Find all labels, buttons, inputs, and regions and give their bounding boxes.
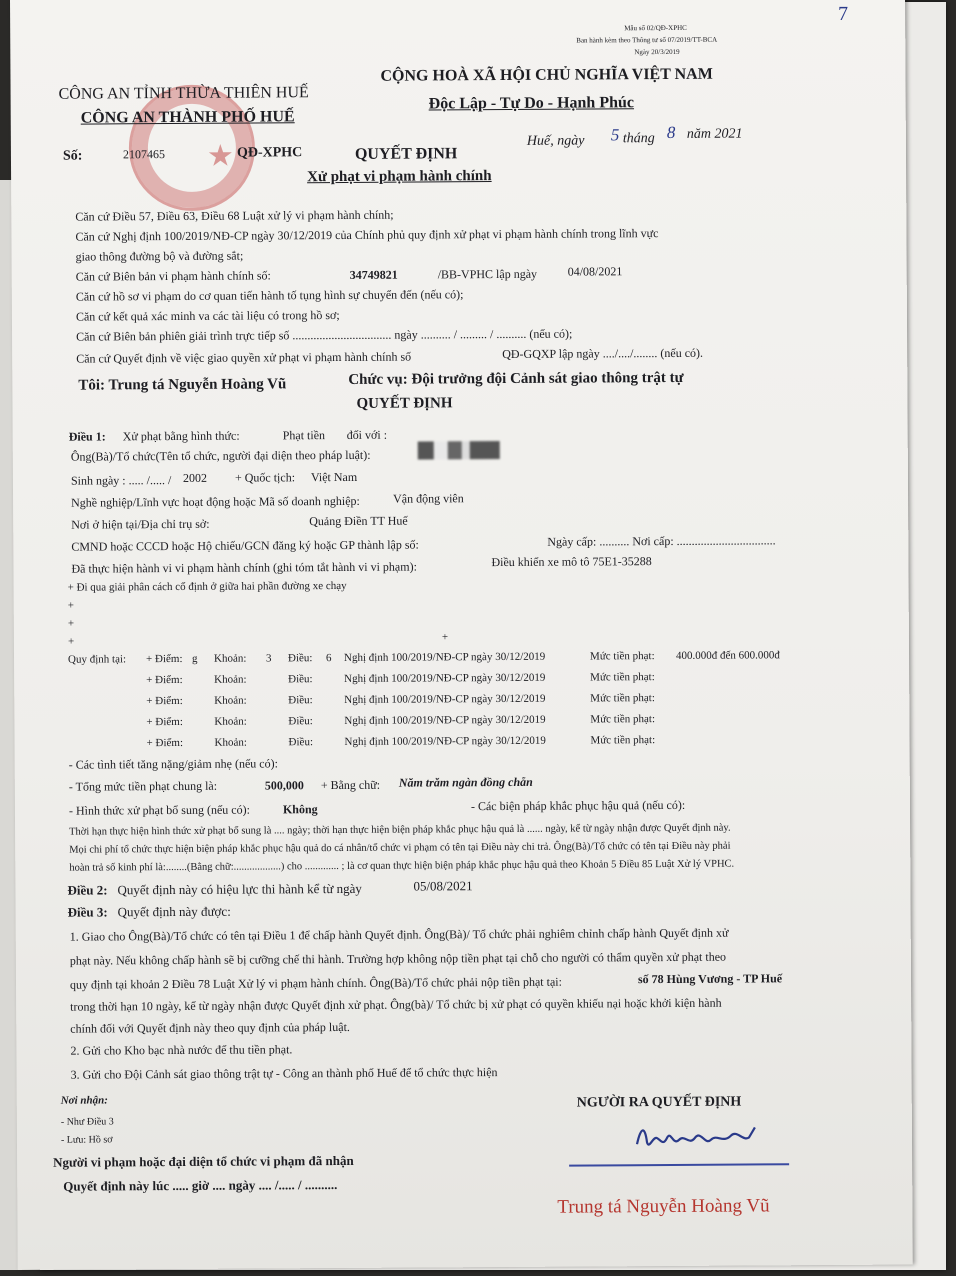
- vehicle-violation: Điều khiển xe mô tô 75E1-35288: [491, 554, 652, 570]
- recipient-2: - Lưu: Hồ sơ: [60, 1134, 113, 1146]
- document-title: QUYẾT ĐỊNH: [354, 145, 458, 163]
- reg-khoan-l-3: Khoản:: [214, 694, 247, 707]
- deadline-text: Thời hạn thực hiện hình thức xử phạt bổ sung là .... ngày; thời hạn thực hiện biện pháp khắc phục hậu quả là ...... ngày, kể từ ngày nhận được Quyết định này.: [69, 822, 731, 838]
- reg-diem-1: g: [191, 652, 198, 665]
- reg-dieu-l-1: Điều:: [287, 652, 313, 665]
- total-amount: 500,000: [264, 778, 304, 793]
- dob-label: Sinh ngày : ..... /..... /: [70, 473, 172, 488]
- article3-line2: phạt này. Nếu không chấp hành sẽ bị cưỡng chế thi hành. Trường hợp không nộp tiền phạt tại chỗ cho người có thẩm quyền xử phạt theo: [69, 949, 727, 968]
- words-label: + Bằng chữ:: [320, 777, 381, 793]
- record-suffix: /BB-VPHC lập ngày: [437, 266, 538, 282]
- date-month: 8: [666, 122, 676, 142]
- number-label: Số:: [62, 148, 83, 164]
- article2-label: Điều 2:: [67, 882, 108, 898]
- record-number: 34749821: [349, 267, 398, 282]
- total-label: - Tổng mức tiền phạt chung là:: [68, 778, 218, 794]
- aggravating-label: - Các tình tiết tăng nặng/giảm nhẹ (nếu có):: [68, 756, 278, 772]
- reg-dieu-l-5: Điều:: [288, 736, 314, 749]
- reg-dieu-1: 6: [325, 652, 332, 665]
- violation-label: Đã thực hiện hành vi vi phạm hành chính (ghi tóm tắt hành vi vi phạm):: [71, 559, 417, 576]
- reg-nd-2: Nghị định 100/2019/NĐ-CP ngày 30/12/2019: [344, 671, 546, 685]
- reg-dieu-l-2: Điều:: [288, 673, 313, 686]
- dob-year: 2002: [182, 470, 207, 485]
- country-name: CỘNG HOÀ XÃ HỘI CHỦ NGHĨA VIỆT NAM: [380, 65, 713, 85]
- decision-document: [10, 0, 913, 1270]
- signer-name: Trung tá Nguyễn Hoàng Vũ: [557, 1195, 770, 1218]
- reg-diem-l-5: + Điểm:: [146, 736, 184, 750]
- form-circular: Ban hành kèm theo Thông tư số 07/2019/TT-BCA: [576, 35, 718, 45]
- date-day: 5: [610, 125, 620, 145]
- place-date: Huế, ngày: [526, 133, 585, 149]
- receipt-line1: Người vi phạm hoặc đại diện tổ chức vi phạm đã nhận: [53, 1152, 354, 1170]
- basis-explanation: Căn cứ Biên bản phiên giải trình trực tiếp số ................................. ngày .......... / ......... / .......... (nếu có);: [76, 326, 573, 344]
- document-subtitle: Xử phạt vi phạm hành chính: [307, 168, 492, 186]
- reg-fine-l-2: Mức tiền phạt:: [590, 671, 655, 684]
- basis-delegation: Căn cứ Quyết định về việc giao quyền xử phạt vi phạm hành chính số: [76, 349, 412, 366]
- reg-fine-1: 400.000đ đến 600.000đ: [675, 649, 780, 662]
- reg-nd-4: Nghị định 100/2019/NĐ-CP ngày 30/12/2019: [344, 713, 546, 727]
- form-date: Ngày 20/3/2019: [634, 47, 680, 57]
- agency-province: CÔNG AN TỈNH THỪA THIÊN HUẾ: [58, 84, 309, 103]
- article2-text: Quyết định này có hiệu lực thi hành kể từ ngày: [117, 880, 362, 898]
- effective-date: 05/08/2021: [413, 878, 473, 894]
- agency-city: CÔNG AN THÀNH PHỐ HUẾ: [80, 108, 295, 127]
- address: Quảng Điền TT Huế: [309, 513, 408, 529]
- violation-item-4: +: [67, 635, 75, 648]
- cost-text: Mọi chi phí tổ chức thực hiện biện pháp khắc phục hậu quả do cá nhân/tổ chức vi phạm có tên tại Điều này chi trả. Ông(Bà)/Tổ chức có tên tại Điều này phải: [69, 840, 731, 856]
- basis-criminal-file: Căn cứ hồ sơ vi phạm do cơ quan tiến hành tố tụng hình sự chuyển đến (nếu có);: [75, 287, 464, 304]
- article3-label: Điều 3:: [67, 904, 108, 920]
- person-label: Ông(Bà)/Tổ chức(Tên tổ chức, người đại diện theo pháp luật):: [70, 447, 371, 464]
- signer-title: NGƯỜI RA QUYẾT ĐỊNH: [576, 1094, 742, 1111]
- reg-khoan-l-4: Khoản:: [214, 715, 247, 728]
- job-label: Nghề nghiệp/Lĩnh vực hoạt động hoặc Mã số doanh nghiệp:: [71, 493, 360, 510]
- record-date: 04/08/2021: [567, 264, 623, 279]
- regs-label: Quy định tại:: [67, 653, 127, 666]
- address-label: Nơi ở hiện tại/Địa chỉ trụ sở:: [71, 516, 210, 532]
- penalty-form: Phạt tiền: [282, 428, 326, 443]
- reg-diem-l-1: + Điểm:: [145, 652, 183, 666]
- payment-place: số 78 Hùng Vương - TP Huế: [637, 971, 783, 987]
- extra-penalty-label: - Hình thức xử phạt bổ sung (nếu có):: [68, 802, 250, 818]
- officer-position: Chức vụ: Đội trưởng đội Cảnh sát giao thông trật tự: [348, 369, 684, 388]
- recipient-1: - Như Điều 3: [60, 1116, 114, 1128]
- decision-number-suffix: QĐ-XPHC: [236, 145, 303, 161]
- national-motto: Độc Lập - Tự Do - Hạnh Phúc: [428, 94, 635, 113]
- signature-icon: [627, 1115, 777, 1156]
- article3-line5: chính đối với Quyết định này theo quy định của pháp luật.: [70, 1019, 350, 1036]
- redacted-name: [418, 441, 500, 460]
- article3-line7: 3. Gửi cho Đội Cảnh sát giao thông trật tự - Công an thành phố Huế để tổ chức thực hiện: [70, 1065, 498, 1082]
- penalty-against: đối với :: [346, 427, 388, 442]
- reg-nd-5: Nghị định 100/2019/NĐ-CP ngày 30/12/2019: [344, 734, 546, 748]
- reg-khoan-l-1: Khoản:: [213, 652, 247, 665]
- recipients-label: Nơi nhận:: [60, 1094, 108, 1107]
- remedy-label: - Các biện pháp khắc phục hậu quả (nếu có):: [470, 797, 686, 814]
- reg-diem-l-4: + Điểm:: [146, 715, 183, 729]
- basis-record-label: Căn cứ Biên bản vi phạm hành chính số:: [75, 268, 271, 284]
- decision-heading: QUYẾT ĐỊNH: [356, 395, 453, 412]
- reg-nd-1: Nghị định 100/2019/NĐ-CP ngày 30/12/2019: [343, 650, 546, 664]
- reg-fine-l-5: Mức tiền phạt:: [590, 734, 656, 747]
- officer-name: Tôi: Trung tá Nguyễn Hoàng Vũ: [78, 376, 287, 394]
- extra-penalty: Không: [282, 802, 318, 817]
- decision-number: 2107465: [122, 147, 165, 162]
- nationality-label: + Quốc tịch:: [234, 470, 296, 485]
- article3-line1: 1. Giao cho Ông(Bà)/Tổ chức có tên tại Điều 1 để chấp hành Quyết định. Ông(Bà)/ Tổ chức phải nghiêm chỉnh chấp hành Quyết định xử: [69, 925, 729, 944]
- basis-verification: Căn cứ kết quả xác minh va các tài liệu có trong hồ sơ;: [75, 307, 340, 324]
- id-label: CMND hoặc CCCD hoặc Hộ chiếu/GCN đăng ký hoặc GP thành lập số:: [71, 537, 419, 554]
- violation-item-2: +: [67, 599, 74, 612]
- basis-decree-cont: giao thông đường bộ và đường sắt;: [75, 248, 244, 264]
- violation-item-5: +: [441, 631, 449, 644]
- article1-text: Xử phạt bằng hình thức:: [122, 428, 240, 444]
- date-year: năm 2021: [686, 126, 743, 142]
- article3-line4: trong thời hạn 10 ngày, kể từ ngày nhận được Quyết định xử phạt. Ông(bà)/ Tổ chức bị xử phạt có quyền khiếu nại hoặc khởi kiện hành: [70, 995, 722, 1014]
- reg-nd-3: Nghị định 100/2019/NĐ-CP ngày 30/12/2019: [344, 692, 546, 706]
- reg-khoan-l-2: Khoản:: [214, 673, 247, 686]
- receipt-line2: Quyết định này lúc ..... giờ .... ngày .... /..... / ..........: [63, 1177, 338, 1194]
- reg-fine-l-4: Mức tiền phạt:: [590, 713, 656, 726]
- form-code: Mẫu số 02/QĐ-XPHC: [624, 23, 687, 33]
- month-label: tháng: [622, 131, 655, 147]
- reg-dieu-l-3: Điều:: [288, 694, 313, 707]
- reg-khoan-1: 3: [265, 652, 272, 665]
- article3-line3: quy định tại khoản 2 Điều 78 Luật Xử lý vi phạm hành chính. Ông(Bà)/Tổ chức phải nộp tiền phạt tại:: [69, 974, 562, 992]
- amount-in-words: Năm trăm ngàn đồng chẵn: [398, 774, 533, 790]
- reg-khoan-l-5: Khoản:: [214, 736, 247, 749]
- violation-item-3: +: [67, 617, 75, 630]
- nationality: Việt Nam: [310, 469, 358, 485]
- reg-diem-l-2: + Điểm:: [146, 673, 183, 687]
- refund-text: hoàn trả số kinh phí là:........(Bằng chữ:..................) cho ............. ; là cơ quan thực hiện biện pháp khắc phục hậu quả theo Khoản 5 Điều 85 Luật Xử lý VPHC.: [69, 858, 735, 874]
- article3-line6: 2. Gửi cho Kho bạc nhà nước để thu tiền phạt.: [70, 1042, 293, 1058]
- reg-diem-l-3: + Điểm:: [146, 694, 183, 708]
- article1-label: Điều 1:: [68, 429, 106, 444]
- page-number-mark: 7: [838, 2, 849, 25]
- violation-item-1: + Đi qua giải phân cách cố định ở giữa hai phần đường xe chạy: [67, 579, 347, 594]
- job: Vận động viên: [393, 491, 464, 506]
- basis-law: Căn cứ Điều 57, Điều 63, Điều 68 Luật xử lý vi phạm hành chính;: [75, 207, 394, 224]
- signature-line: [569, 1163, 789, 1166]
- reg-fine-l-1: Mức tiền phạt:: [589, 650, 655, 663]
- reg-dieu-l-4: Điều:: [288, 715, 313, 728]
- issue-info: Ngày cấp: .......... Nơi cấp: .................................: [547, 533, 776, 549]
- article3-text: Quyết định này được:: [117, 903, 231, 920]
- reg-fine-l-3: Mức tiền phạt:: [590, 692, 655, 705]
- basis-delegation-cont: QĐ-GQXP lập ngày ..../..../........ (nếu có).: [502, 345, 704, 361]
- basis-decree: Căn cứ Nghị định 100/2019/NĐ-CP ngày 30/12/2019 của Chính phủ quy định xử phạt vi phạm hành chính trong lĩnh vực: [75, 226, 659, 244]
- stamp-star-icon: ★: [206, 139, 234, 173]
